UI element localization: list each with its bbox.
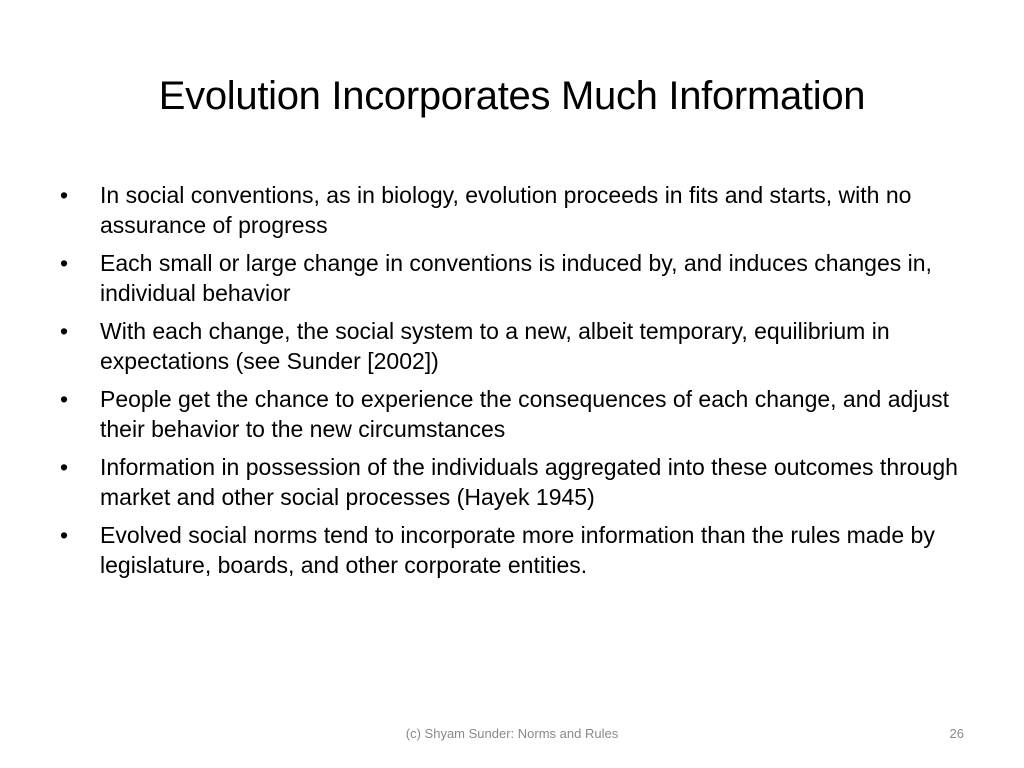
bullet-text: Information in possession of the individuals aggregated into these outcomes through market and other social processes (Hayek 1945) [100,454,958,510]
bullet-item [60,520,980,580]
bullet-icon: • [60,182,69,208]
bullet-icon: • [60,318,69,344]
bullet-item [60,384,980,444]
bullet-list [60,180,980,588]
bullet-text: With each change, the social system to a new, albeit temporary, equilibrium in expectations (see Sunder [2002]) [100,318,890,374]
bullet-text: Each small or large change in conventions is induced by, and induces changes in, individual behavior [100,250,932,306]
bullet-icon: • [60,522,69,548]
bullet-text: Evolved social norms tend to incorporate more information than the rules made by legislature, boards, and other corporate entities. [100,522,935,578]
bullet-item [60,452,980,512]
bullet-icon: • [60,250,69,276]
bullet-icon: • [60,454,69,480]
slide-title: Evolution Incorporates Much Information [158,74,866,118]
bullet-text: People get the chance to experience the consequences of each change, and adjust their behavior to the new circumstances [100,386,950,442]
bullet-item [60,180,980,240]
bullet-item [60,248,980,308]
bullet-text: In social conventions, as in biology, evolution proceeds in fits and starts, with no assurance of progress [100,182,912,238]
bullet-icon: • [60,386,69,412]
bullet-item [60,316,980,376]
slide-number: 26 [949,726,964,741]
slide-footer [0,724,1024,744]
footer-text: (c) Shyam Sunder: Norms and Rules [405,726,619,741]
